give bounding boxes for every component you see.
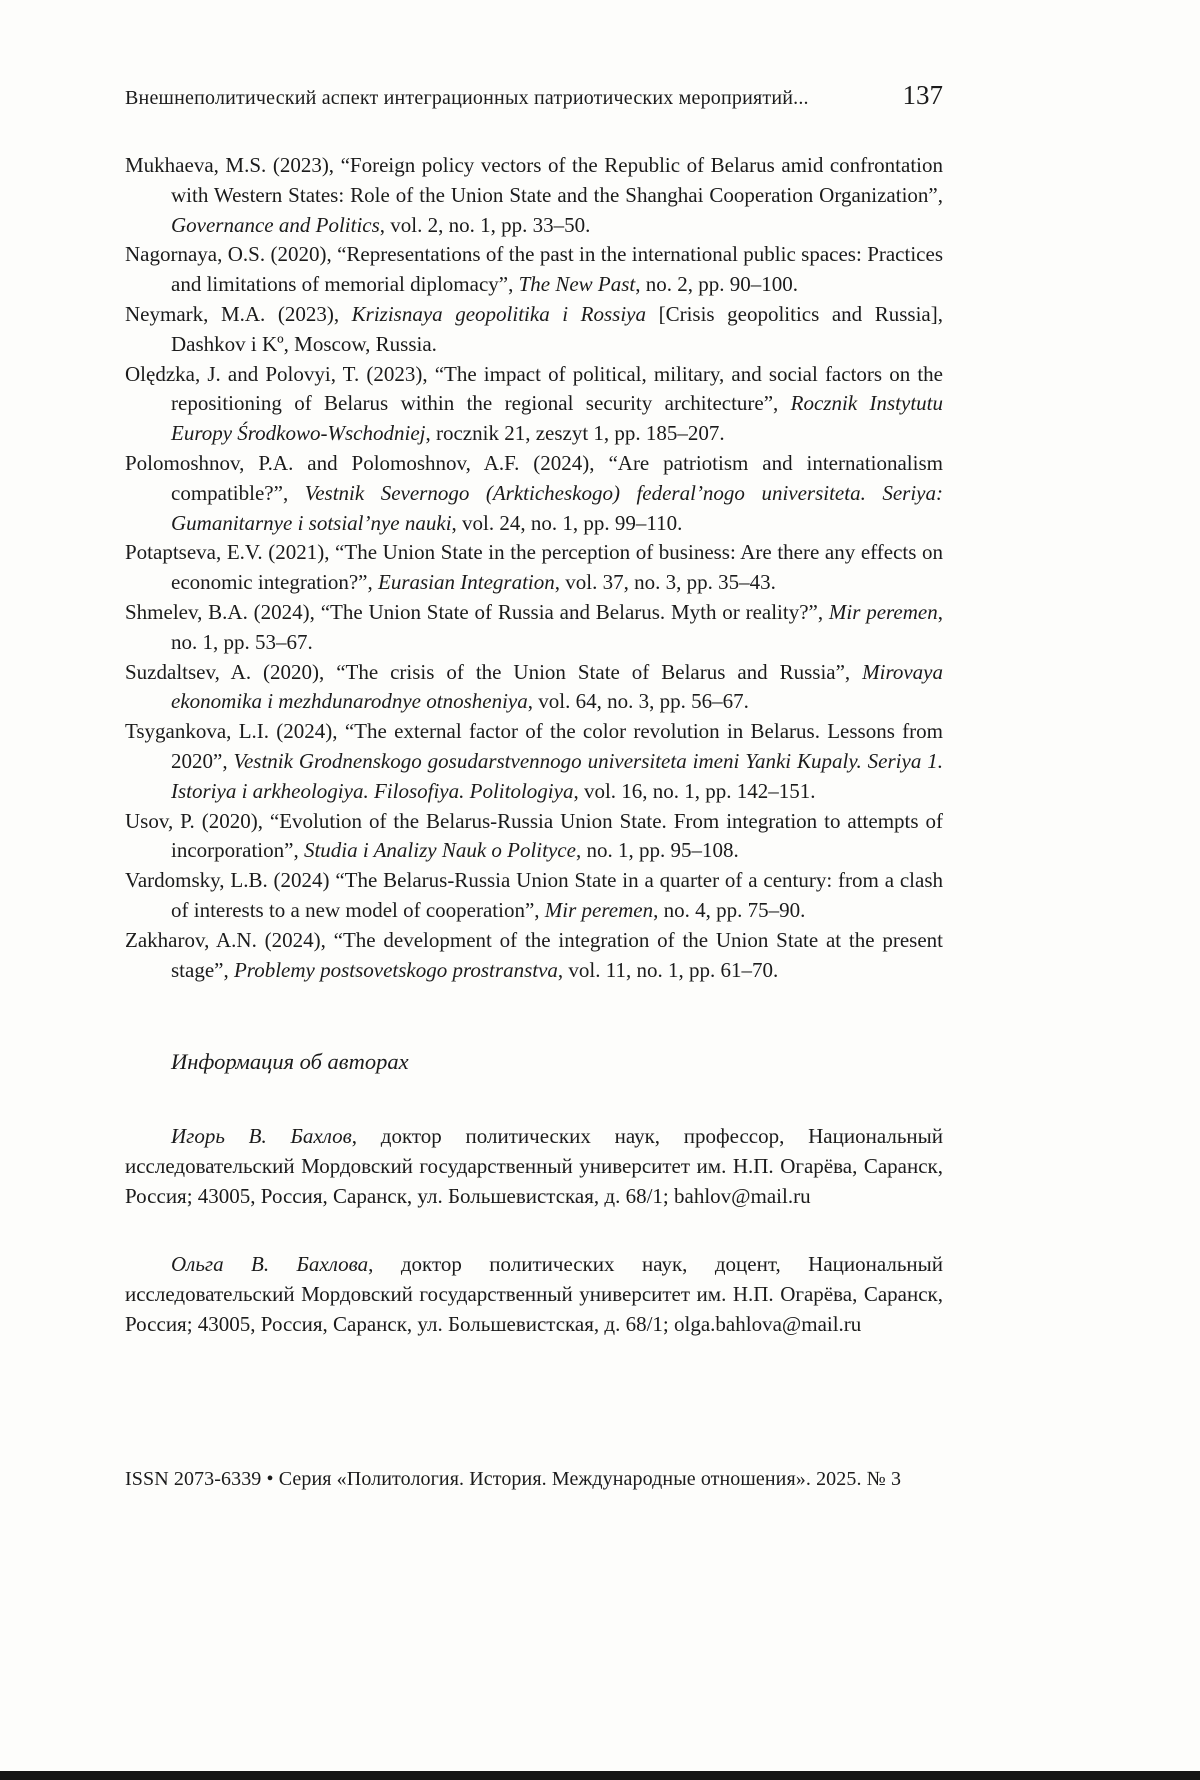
plain-text: , vol. 11, no. 1, pp. 61–70. [557, 957, 779, 982]
italic-text: Governance and Politics [171, 212, 380, 237]
author-info-paragraph [125, 1249, 943, 1339]
reference-entry [125, 240, 943, 300]
plain-text: , доктор политических наук, профессор, Национальный исследовательский Мордовский государственный университет им. Н.П. Огарёва, Саранск, Россия; 43005, Россия, Саранск, ул. Большевистская, д. 68/1; bahlov@mail.ru [125, 1124, 943, 1209]
plain-text: , no. 4, pp. 75–90. [653, 897, 806, 922]
plain-text: , vol. 37, no. 3, pp. 35–43. [554, 570, 776, 595]
plain-text: , rocznik 21, zeszyt 1, pp. 185–207. [425, 421, 725, 446]
italic-text: Ольга В. Бахлова [171, 1252, 369, 1277]
reference-entry [125, 360, 943, 449]
italic-text: Eurasian Integration [378, 570, 555, 595]
plain-text: , no. 1, pp. 95–108. [575, 838, 739, 863]
plain-text: Suzdaltsev, A. (2020), “The crisis of the Union State of Belarus and Russia”, [125, 659, 863, 684]
plain-text: Zakharov, A.N. (2024), “The development of the integration of the Union State at the present stage”, [125, 927, 943, 982]
italic-text: Problemy postsovetskogo prostranstva [233, 957, 558, 982]
plain-text: , no. 1, pp. 53–67. [171, 599, 943, 654]
plain-text: [Crisis geopolitics and Russia], Dashkov i Kº, Moscow, Russia. [171, 301, 944, 356]
references-list [125, 151, 943, 985]
reference-entry [125, 717, 943, 806]
reference-entry [125, 538, 943, 598]
italic-text: Krizisnaya geopolitika i Rossiya [351, 301, 647, 326]
plain-text: , vol. 16, no. 1, pp. 142–151. [573, 778, 816, 803]
reference-entry [125, 598, 943, 658]
plain-text: Nagornaya, O.S. (2020), “Representations of the past in the international public spaces: Practices and limitations of memorial diplomacy”, [125, 242, 943, 297]
reference-entry [125, 658, 943, 718]
reference-entry [125, 300, 943, 360]
reference-entry [125, 151, 943, 240]
plain-text: , vol. 2, no. 1, pp. 33–50. [379, 212, 591, 237]
reference-entry [125, 449, 943, 538]
reference-entry [125, 866, 943, 926]
italic-text: Mir peremen [544, 897, 654, 922]
plain-text: , no. 2, pp. 90–100. [635, 272, 799, 297]
italic-text: Vestnik Severnogo (Arkticheskogo) federal’nogo universiteta. Seriya: Gumanitarnye i sotsial’nye nauki [171, 480, 943, 535]
footer-issn-line: ISSN 2073-6339 • Серия «Политология. История. Международные отношения». 2025. № 3 [125, 1468, 902, 1490]
plain-text: Mukhaeva, M.S. (2023), “Foreign policy vectors of the Republic of Belarus amid confrontation with Western States: Role of the Union State and the Shanghai Cooperation Organization”, [125, 153, 943, 207]
plain-text: Neymark, M.A. (2023), [125, 301, 352, 326]
plain-text: Potaptseva, E.V. (2021), “The Union State in the perception of business: Are there any effects on economic integration?”, [125, 540, 943, 595]
plain-text: Usov, P. (2020), “Evolution of the Belarus-Russia Union State. From integration to attempts of incorporation”, [125, 808, 943, 863]
scan-bottom-edge [0, 1771, 1200, 1780]
plain-text: Tsygankova, L.I. (2024), “The external factor of the color revolution in Belarus. Lessons from 2020”, [125, 719, 943, 773]
plain-text: , vol. 64, no. 3, pp. 56–67. [527, 689, 749, 714]
italic-text: Mirovaya ekonomika i mezhdunarodnye otnosheniya [171, 659, 943, 714]
plain-text: Shmelev, B.A. (2024), “The Union State of Russia and Belarus. Myth or reality?”, [125, 599, 829, 624]
italic-text: Mir peremen [828, 599, 938, 624]
plain-text: , vol. 24, no. 1, pp. 99–110. [451, 510, 683, 535]
italic-text: Studia i Analizy Nauk o Polityce [303, 838, 576, 863]
reference-entry [125, 926, 943, 986]
text-block [125, 80, 943, 1360]
plain-text: Polomoshnov, P.A. and Polomoshnov, A.F. (2024), “Are patriotism and internationalism compatible?”, [125, 450, 943, 505]
running-head [125, 80, 943, 111]
italic-text: Vestnik Grodnenskogo gosudarstvennogo universiteta imeni Yanki Kupaly. Seriya 1. Istoriya i arkheologiya. Filosofiya. Politologiya [171, 748, 943, 803]
authors-section-heading: Информация об авторах [171, 1049, 409, 1075]
running-head-title: Внешнеполитический аспект интеграционных патриотических мероприятий... [125, 87, 809, 109]
italic-text: The New Past [518, 272, 636, 297]
italic-text: Rocznik Instytutu Europy Środkowo-Wschodniej [171, 391, 944, 446]
plain-text: , доктор политических наук, доцент, Национальный исследовательский Мордовский государственный университет им. Н.П. Огарёва, Саранск, Россия; 43005, Россия, Саранск, ул. Большевистская, д. 68/1; olga.bahlova@mail.ru [125, 1252, 943, 1337]
page-number: 137 [902, 80, 943, 110]
reference-entry [125, 807, 943, 867]
plain-text: Olędzka, J. and Polovyi, T. (2023), “The impact of political, military, and social factors on the repositioning of Belarus within the regional security architecture”, [125, 361, 943, 416]
author-info-paragraph [125, 1121, 943, 1211]
plain-text: Vardomsky, L.B. (2024) “The Belarus-Russia Union State in a quarter of a century: from a clash of interests to a new model of cooperation”, [125, 868, 943, 922]
italic-text: Игорь В. Бахлов [171, 1124, 352, 1149]
